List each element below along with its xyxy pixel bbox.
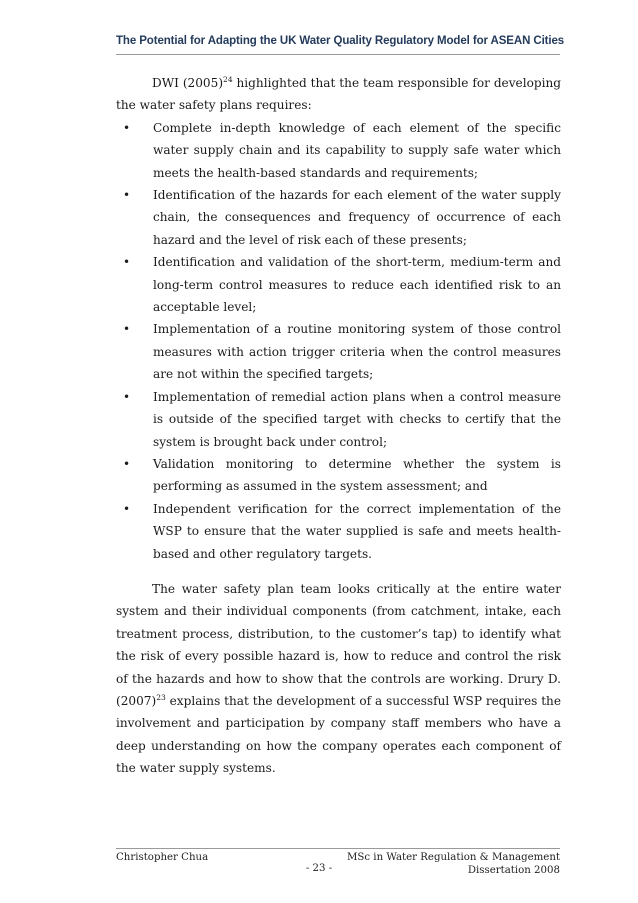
para2-text-start: The water safety plan team looks critically at the entire water system and their individual components (from catchment, intake, each treatment process, distribution, to the customer’s tap) to identify what the risk of every possible hazard is, how to reduce and control the risk of the hazards and how to show that the controls are working. Drury D. (2007) [116,581,561,708]
bullet-icon: • [123,188,131,203]
list-item [116,386,561,453]
list-item-text: Complete in-depth knowledge of each element of the specific water supply chain and its capability to supply safe water which meets the health-based standards and requirements; [153,120,561,180]
bullet-icon: • [123,501,131,516]
list-item [116,117,561,184]
page-number: - 23 - [305,863,333,874]
list-item [116,184,561,251]
list-item-text: Implementation of remedial action plans when a control measure is outside of the specified target with checks to certify that the system is brought back under control; [153,389,561,449]
citation-24: 24 [223,74,233,84]
footer-degree-info [347,852,560,877]
para1-text-start: DWI (2005) [152,76,224,90]
footer-divider [116,848,560,849]
citation-23: 23 [156,692,166,702]
header-divider [116,54,560,55]
bullet-icon: • [123,322,131,337]
bullet-icon: • [123,120,131,135]
para1-text-end: highlighted that the team responsible for developing the water safety plans requires: [116,76,561,113]
requirements-list [116,117,561,565]
footer-author: Christopher Chua [116,852,209,863]
paragraph-wsp-team [116,578,561,780]
list-item-text: Implementation of a routine monitoring system of those control measures with action trigger criteria when the control measures are not within the specified targets; [153,322,561,382]
paragraph-intro [116,72,561,117]
list-item-text: Identification and validation of the short-term, medium-term and long-term control measures to reduce each identified risk to an acceptable level; [153,255,561,315]
list-item [116,251,561,318]
footer-doc-type: Dissertation 2008 [467,864,560,876]
list-item-text: Validation monitoring to determine whether the system is performing as assumed in the system assessment; and [153,456,561,494]
list-item [116,318,561,385]
list-item-text: Independent verification for the correct implementation of the WSP to ensure that the water supplied is safe and meets health-based and other regulatory targets. [153,501,561,561]
bullet-icon: • [123,389,131,404]
para2-text-end: explains that the development of a successful WSP requires the involvement and participation by company staff members who have a deep understanding on how the company operates each component of the water supply systems. [116,693,561,776]
list-item [116,498,561,565]
list-item-text: Identification of the hazards for each element of the water supply chain, the consequences and frequency of occurrence of each hazard and the level of risk each of these presents; [153,188,561,247]
footer-degree: MSc in Water Regulation & Management [346,852,560,863]
running-header: The Potential for Adapting the UK Water Quality Regulatory Model for ASEAN Cities [116,35,565,47]
page-body [116,72,561,780]
bullet-icon: • [123,456,131,471]
list-item [116,453,561,498]
bullet-icon: • [123,255,131,270]
